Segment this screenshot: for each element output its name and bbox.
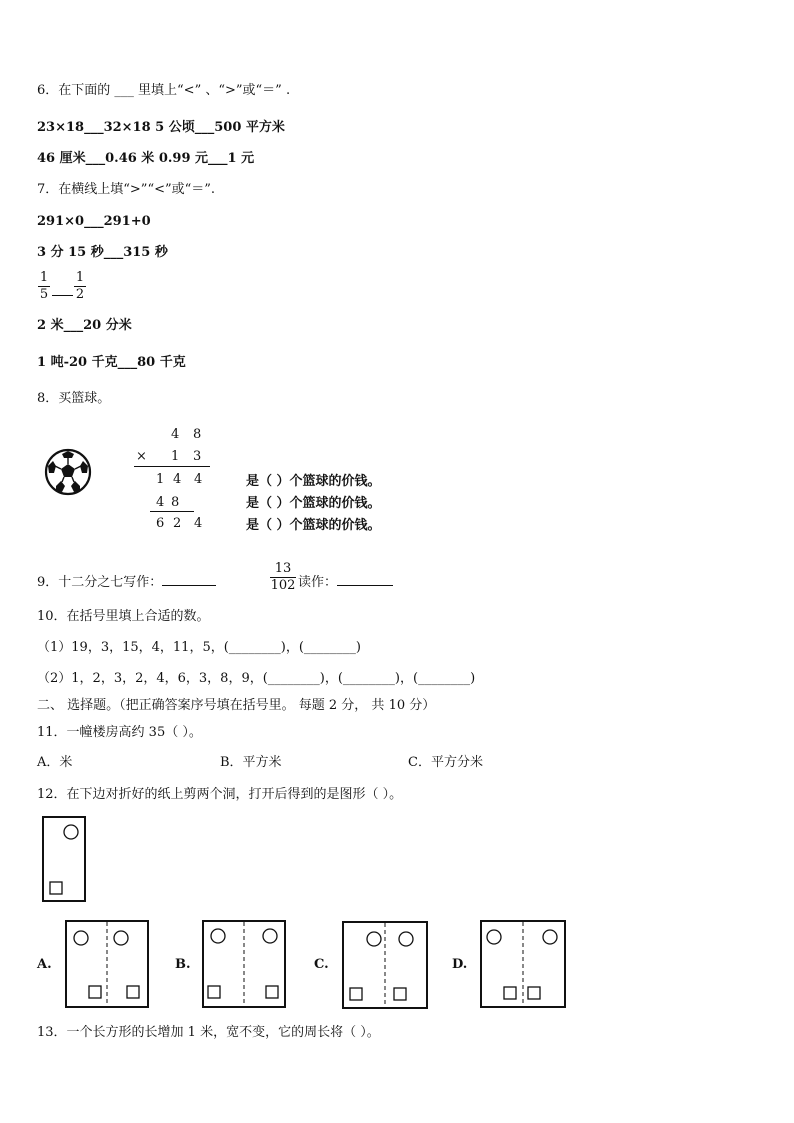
q7-row1: 291×0___291+0 bbox=[37, 214, 151, 229]
q10-row2: （2）1，2，3，2，4，6，3，8，9，(________)，(________)，(________) bbox=[37, 671, 476, 686]
calc-result-digit: 2 bbox=[173, 516, 182, 531]
calc-line bbox=[150, 511, 194, 512]
q11-title: 11．一幢楼房高约 35（ ）。 bbox=[37, 725, 202, 740]
calc-p2-digit: 4 bbox=[156, 495, 165, 510]
q12-option-c-figure[interactable] bbox=[342, 921, 428, 1009]
q9-frac-denominator: 102 bbox=[270, 578, 296, 593]
q9-label-1: 9．十二分之七写作： bbox=[37, 575, 163, 590]
soccer-ball-icon bbox=[44, 448, 92, 496]
calc-p1-digit: 4 bbox=[173, 472, 182, 487]
q13-title: 13．一个长方形的长增加 1 米，宽不变，它的周长将（ ）。 bbox=[37, 1025, 380, 1040]
q8-title: 8．买篮球。 bbox=[37, 391, 111, 406]
q10-title: 10．在括号里填上合适的数。 bbox=[37, 609, 210, 624]
q6-row1: 23×18___32×18 5 公顷___500 平方米 bbox=[37, 120, 285, 135]
q7-frac2-denominator: 2 bbox=[75, 287, 85, 302]
calc-result-digit: 6 bbox=[156, 516, 165, 531]
q11-option-c[interactable]: C．平方分米 bbox=[408, 755, 483, 770]
q7-frac1-numerator: 1 bbox=[39, 270, 49, 285]
q10-row1: （1）19，3，15，4，11，5，(________)，(________) bbox=[37, 640, 361, 655]
q9-label-2: 读作： bbox=[298, 575, 338, 590]
folded-paper-figure bbox=[42, 816, 86, 902]
q7-frac-blank bbox=[52, 295, 73, 296]
q12-title: 12．在下边对折好的纸上剪两个洞，打开后得到的是图形（ ）。 bbox=[37, 787, 403, 802]
q7-frac2-numerator: 1 bbox=[75, 270, 85, 285]
q7-row4: 2 米___20 分米 bbox=[37, 318, 132, 333]
q7-row5: 1 吨-20 千克___80 千克 bbox=[37, 355, 186, 370]
q9-answer-blank-2[interactable] bbox=[337, 572, 393, 586]
calc-times-sign: × bbox=[136, 449, 147, 464]
q9-answer-blank-1[interactable] bbox=[162, 572, 216, 586]
q12-option-b-figure[interactable] bbox=[202, 920, 286, 1008]
calc-result-digit: 4 bbox=[194, 516, 203, 531]
q12-label-d[interactable]: D. bbox=[452, 957, 468, 972]
q11-option-a[interactable]: A．米 bbox=[37, 755, 73, 770]
calc-p1-digit: 4 bbox=[194, 472, 203, 487]
q9-fraction bbox=[270, 561, 296, 594]
section-2-header: 二、 选择题。（把正确答案序号填在括号里。 每题 2 分， 共 10 分） bbox=[37, 698, 436, 713]
q8-row-1: 是（ ）个篮球的价钱。 bbox=[246, 474, 381, 489]
calc-second-digit: 3 bbox=[193, 449, 202, 464]
q7-fraction-1 bbox=[38, 270, 50, 303]
q7-row2: 3 分 15 秒___315 秒 bbox=[37, 245, 168, 260]
q8-row-3: 是（ ）个篮球的价钱。 bbox=[246, 518, 381, 533]
calc-top-digit: 4 bbox=[171, 427, 180, 442]
q12-label-c[interactable]: C. bbox=[314, 957, 329, 972]
q6-row2: 46 厘米___0.46 米 0.99 元___1 元 bbox=[37, 151, 255, 166]
q11-option-b[interactable]: B．平方米 bbox=[220, 755, 282, 770]
calc-line bbox=[134, 466, 210, 467]
calc-p1-digit: 1 bbox=[156, 472, 165, 487]
calc-second-digit: 1 bbox=[171, 449, 180, 464]
q12-option-a-figure[interactable] bbox=[65, 920, 149, 1008]
q8-multiplication bbox=[130, 424, 220, 534]
q7-frac1-denominator: 5 bbox=[39, 287, 49, 302]
calc-top-digit: 8 bbox=[193, 427, 202, 442]
q7-title: 7．在横线上填“>”“<”或“＝”. bbox=[37, 182, 216, 197]
q9-text bbox=[37, 572, 216, 592]
calc-p2-digit: 8 bbox=[171, 495, 180, 510]
q12-label-b[interactable]: B. bbox=[175, 957, 191, 972]
q12-option-d-figure[interactable] bbox=[480, 920, 566, 1008]
q6-title: 6．在下面的 ___ 里填上“<” 、“>”或“＝” . bbox=[37, 83, 291, 98]
q9-frac-numerator: 13 bbox=[274, 561, 292, 576]
q9-read-text bbox=[298, 572, 393, 592]
q8-row-2: 是（ ）个篮球的价钱。 bbox=[246, 496, 381, 511]
q12-label-a[interactable]: A. bbox=[37, 957, 52, 972]
q7-fraction-2 bbox=[74, 270, 86, 303]
